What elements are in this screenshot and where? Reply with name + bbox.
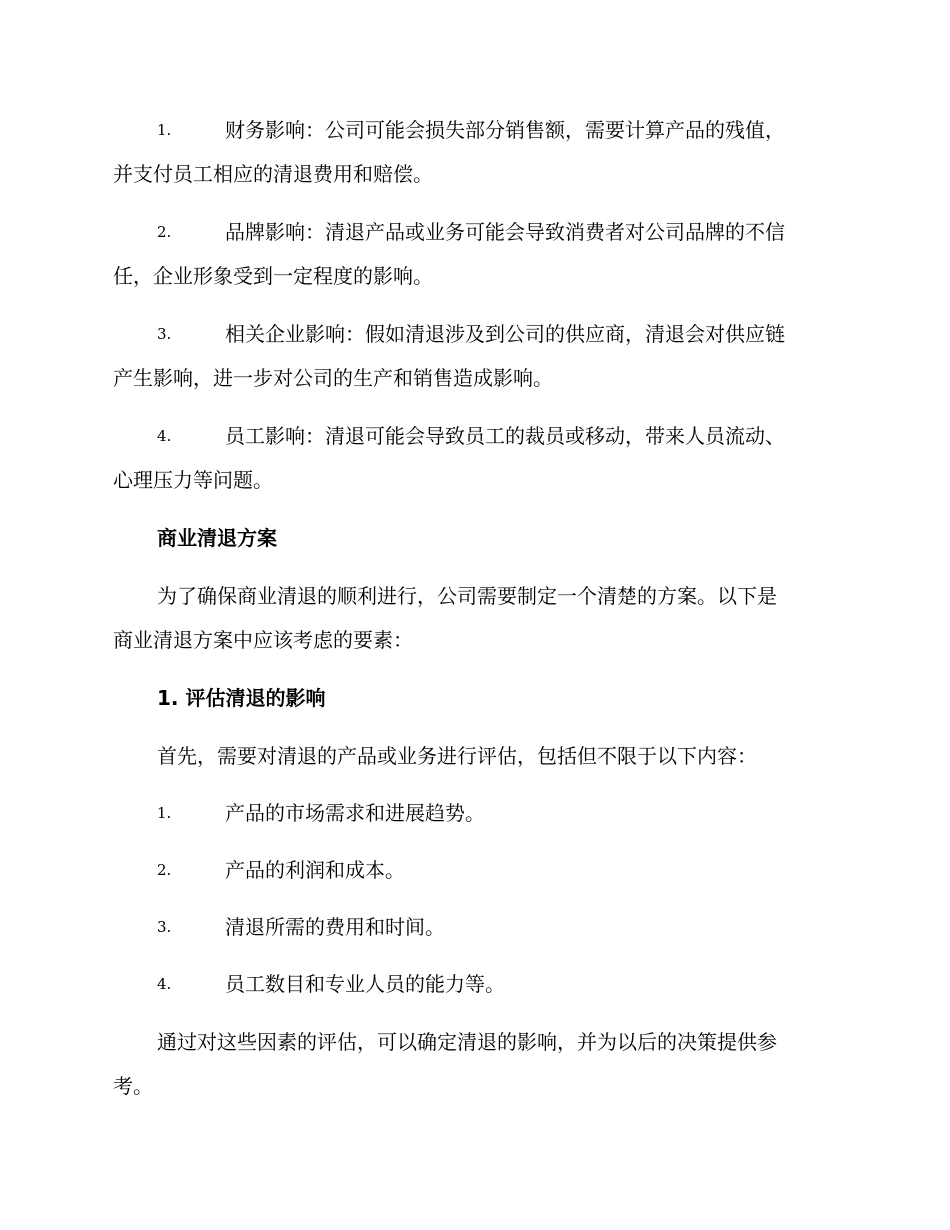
list-item-continuation: 产生影响，进一步对公司的生产和销售造成影响。: [113, 366, 553, 390]
list-item-continuation: 并支付员工相应的清退费用和赔偿。: [113, 162, 433, 186]
list-item-text: 员工数目和专业人员的能力等。: [225, 972, 505, 996]
list-item-text: 财务影响：公司可能会损失部分销售额，需要计算产品的残值，: [225, 118, 785, 142]
section-heading: 商业清退方案: [157, 526, 277, 550]
list-item-text: 品牌影响：清退产品或业务可能会导致消费者对公司品牌的不信: [225, 220, 785, 244]
list-number: 4.: [157, 427, 172, 445]
list-item-text: 产品的利润和成本。: [225, 858, 405, 882]
list-number: 1.: [157, 121, 172, 139]
list-item-text: 清退所需的费用和时间。: [225, 915, 445, 939]
list-number: 3.: [157, 918, 172, 936]
list-item-text: 员工影响：清退可能会导致员工的裁员或移动，带来人员流动、: [225, 424, 785, 448]
list-item-continuation: 任，企业形象受到一定程度的影响。: [113, 264, 433, 288]
list-number: 2.: [157, 861, 172, 879]
list-item-continuation: 心理压力等问题。: [113, 468, 273, 492]
list-number: 2.: [157, 223, 172, 241]
list-item-text: 相关企业影响：假如清退涉及到公司的供应商，清退会对供应链: [225, 322, 785, 346]
conclusion-paragraph-continuation: 考。: [113, 1074, 153, 1098]
list-item-text: 产品的市场需求和进展趋势。: [225, 801, 485, 825]
list-number: 1.: [157, 804, 172, 822]
conclusion-paragraph-line: 通过对这些因素的评估，可以确定清退的影响，并为以后的决策提供参: [157, 1030, 777, 1054]
intro-paragraph-continuation: 商业清退方案中应该考虑的要素：: [113, 628, 413, 652]
list-number: 3.: [157, 325, 172, 343]
subsection-heading: 1. 评估清退的影响: [157, 686, 326, 710]
evaluate-intro-paragraph: 首先，需要对清退的产品或业务进行评估，包括但不限于以下内容：: [157, 744, 757, 768]
intro-paragraph-line: 为了确保商业清退的顺利进行，公司需要制定一个清楚的方案。以下是: [157, 584, 777, 608]
list-number: 4.: [157, 975, 172, 993]
